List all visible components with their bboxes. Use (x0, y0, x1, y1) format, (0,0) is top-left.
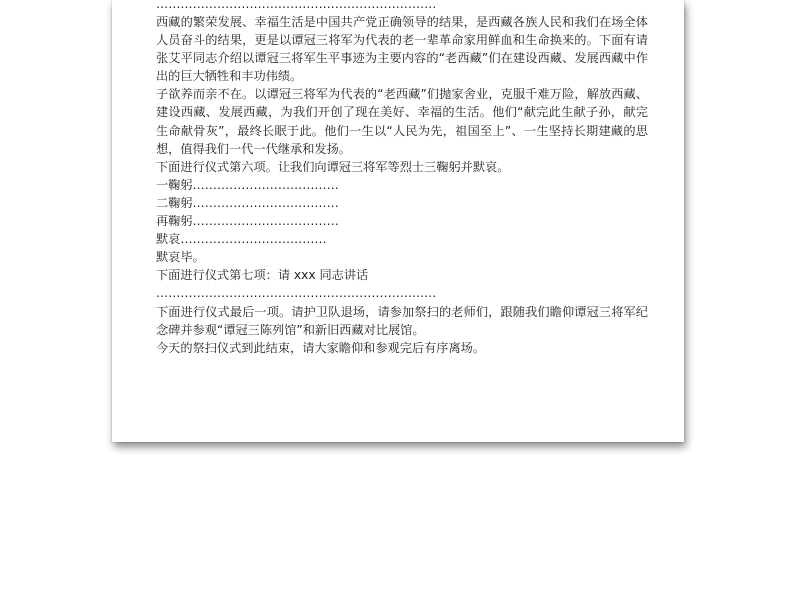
ceremony-item-six: 下面进行仪式第六项。让我们向谭冠三将军等烈士三鞠躬并默哀。 (156, 159, 510, 174)
bow-third: 再鞠躬……………………………… (156, 214, 339, 229)
bow-second: 二鞠躬……………………………… (156, 195, 339, 210)
ceremony-closing: 今天的祭扫仪式到此结束，请大家瞻仰和参观完后有序离场。 (156, 340, 486, 355)
silent-tribute-end: 默哀毕。 (156, 250, 205, 265)
silent-tribute: 默哀……………………………… (156, 232, 327, 247)
ceremony-final-item: 下面进行仪式最后一项。请护卫队退场，请参加祭扫的老师们，跟随我们瞻仰谭冠三将军纪念碑并参观“谭冠三陈列馆”和新旧西藏对比展馆。 (156, 304, 648, 337)
document-body (156, 0, 648, 357)
bow-first: 一鞠躬……………………………… (156, 177, 339, 192)
paragraph-old-tibet-generation: 子欲养而亲不在。以谭冠三将军为代表的“老西藏”们抛家舍业，克服千难万险，解放西藏、建设西藏、发展西藏，为我们开创了现在美好、幸福的生活。他们“献完此生献子孙，献完生命献骨灰”，最终长眠于此。他们一生以“人民为先，祖国至上”、一生坚持长期建藏的思想，值得我们一代一代继承和发扬。 (156, 87, 648, 156)
separator-dots-top: …………………………………………………………… (156, 0, 437, 11)
paragraph-achievements: 西藏的繁荣发展、幸福生活是中国共产党正确领导的结果，是西藏各族人民和我们在场全体人员奋斗的结果，更是以谭冠三将军为代表的老一辈革命家用鲜血和生命换来的。下面有请张艾平同志介绍以谭冠三将军生平事迹为主要内容的“老西藏”们在建设西藏、发展西藏中作出的巨大牺牲和丰功伟绩。 (156, 15, 648, 84)
ceremony-item-seven: 下面进行仪式第七项：请 xxx 同志讲话 (156, 268, 369, 283)
separator-dots-middle: …………………………………………………………… (156, 286, 437, 301)
document-page (112, 0, 684, 442)
